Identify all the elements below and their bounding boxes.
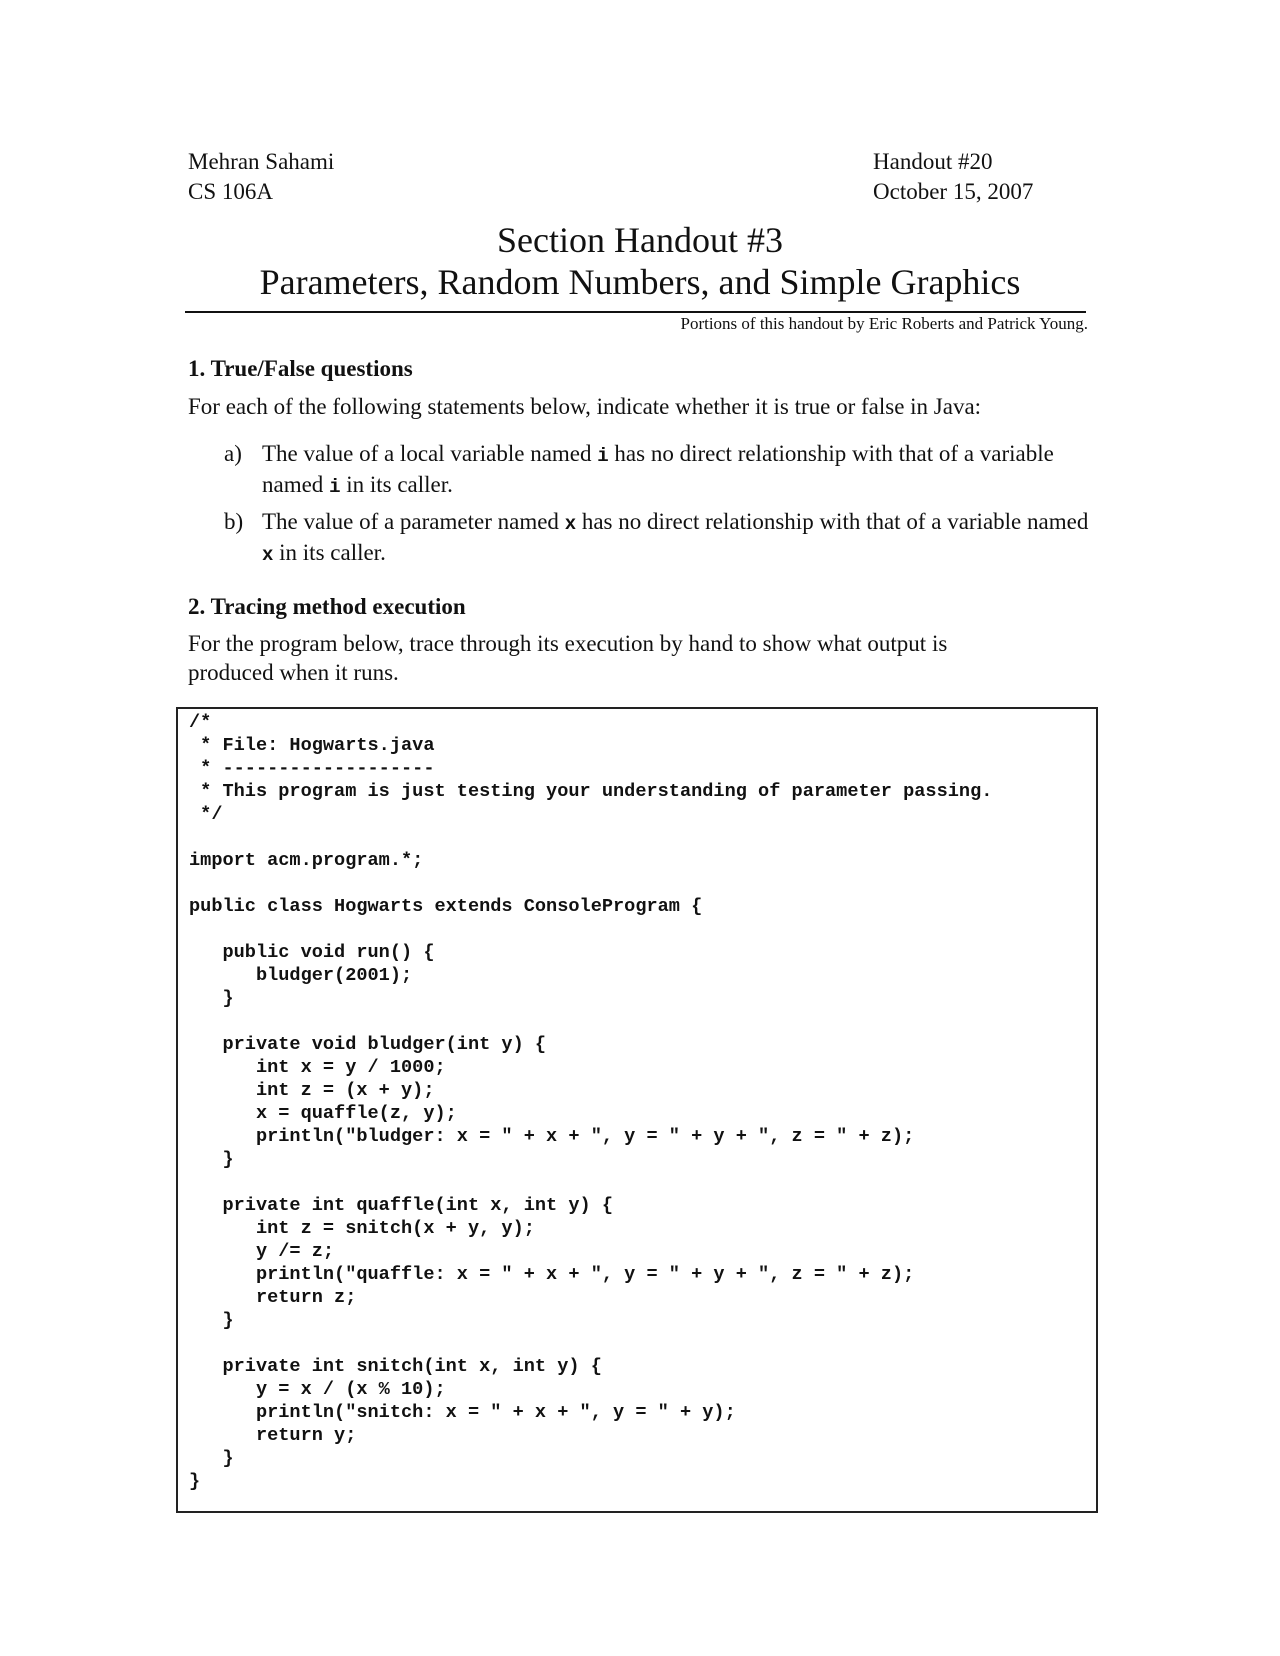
q1-item-a: [224, 440, 1104, 501]
handout-number: Handout #20: [873, 149, 993, 174]
page-title: Section Handout #3: [497, 220, 783, 260]
q2-heading: 2. Tracing method execution: [188, 594, 466, 619]
item-marker: b): [224, 509, 244, 534]
q2-intro: For the program below, trace through its execution by hand to show what output is produced when it runs.: [188, 631, 948, 685]
author-name: Mehran Sahami: [188, 149, 335, 174]
inline-code: x: [262, 543, 274, 566]
q1-item-b: [224, 508, 1104, 569]
q1-intro: For each of the following statements below, indicate whether it is true or false in Java:: [188, 394, 982, 419]
inline-code: i: [329, 475, 341, 498]
page-subtitle: Parameters, Random Numbers, and Simple Graphics: [259, 262, 1021, 302]
item-text: The value of a local variable named i has no direct relationship with that of a variable named i in its caller.: [262, 441, 1054, 498]
code-listing: /* * File: Hogwarts.java * ------------------- * This program is just testing your understanding of parameter passing. */ import acm.program.*; public class Hogwarts extends ConsoleProgram { public void run() { bludger(2001); } private void bludger(int y) { int x = y / 1000; int z = (x + y); x = quaffle(z, y); println("bludger: x = " + x + ", y = " + y + ", z = " + z); } private int quaffle(int x, int y) { int z = snitch(x + y, y); y /= z; println("quaffle: x = " + x + ", y = " + y + ", z = " + z); return z; } private int snitch(int x, int y) { y = x / (x % 10); println("snitch: x = " + x + ", y = " + y); return y; } }: [189, 712, 993, 1492]
item-text: The value of a parameter named x has no direct relationship with that of a variable named x in its caller.: [262, 509, 1089, 566]
credit-line: Portions of this handout by Eric Roberts and Patrick Young.: [680, 314, 1088, 333]
inline-code: x: [564, 513, 577, 535]
code-listing-box: [176, 707, 1098, 1513]
item-marker: a): [224, 441, 242, 466]
q1-heading: 1. True/False questions: [188, 356, 413, 381]
course-name: CS 106A: [188, 179, 273, 204]
handout-date: October 15, 2007: [873, 179, 1034, 204]
inline-code: i: [597, 445, 609, 467]
